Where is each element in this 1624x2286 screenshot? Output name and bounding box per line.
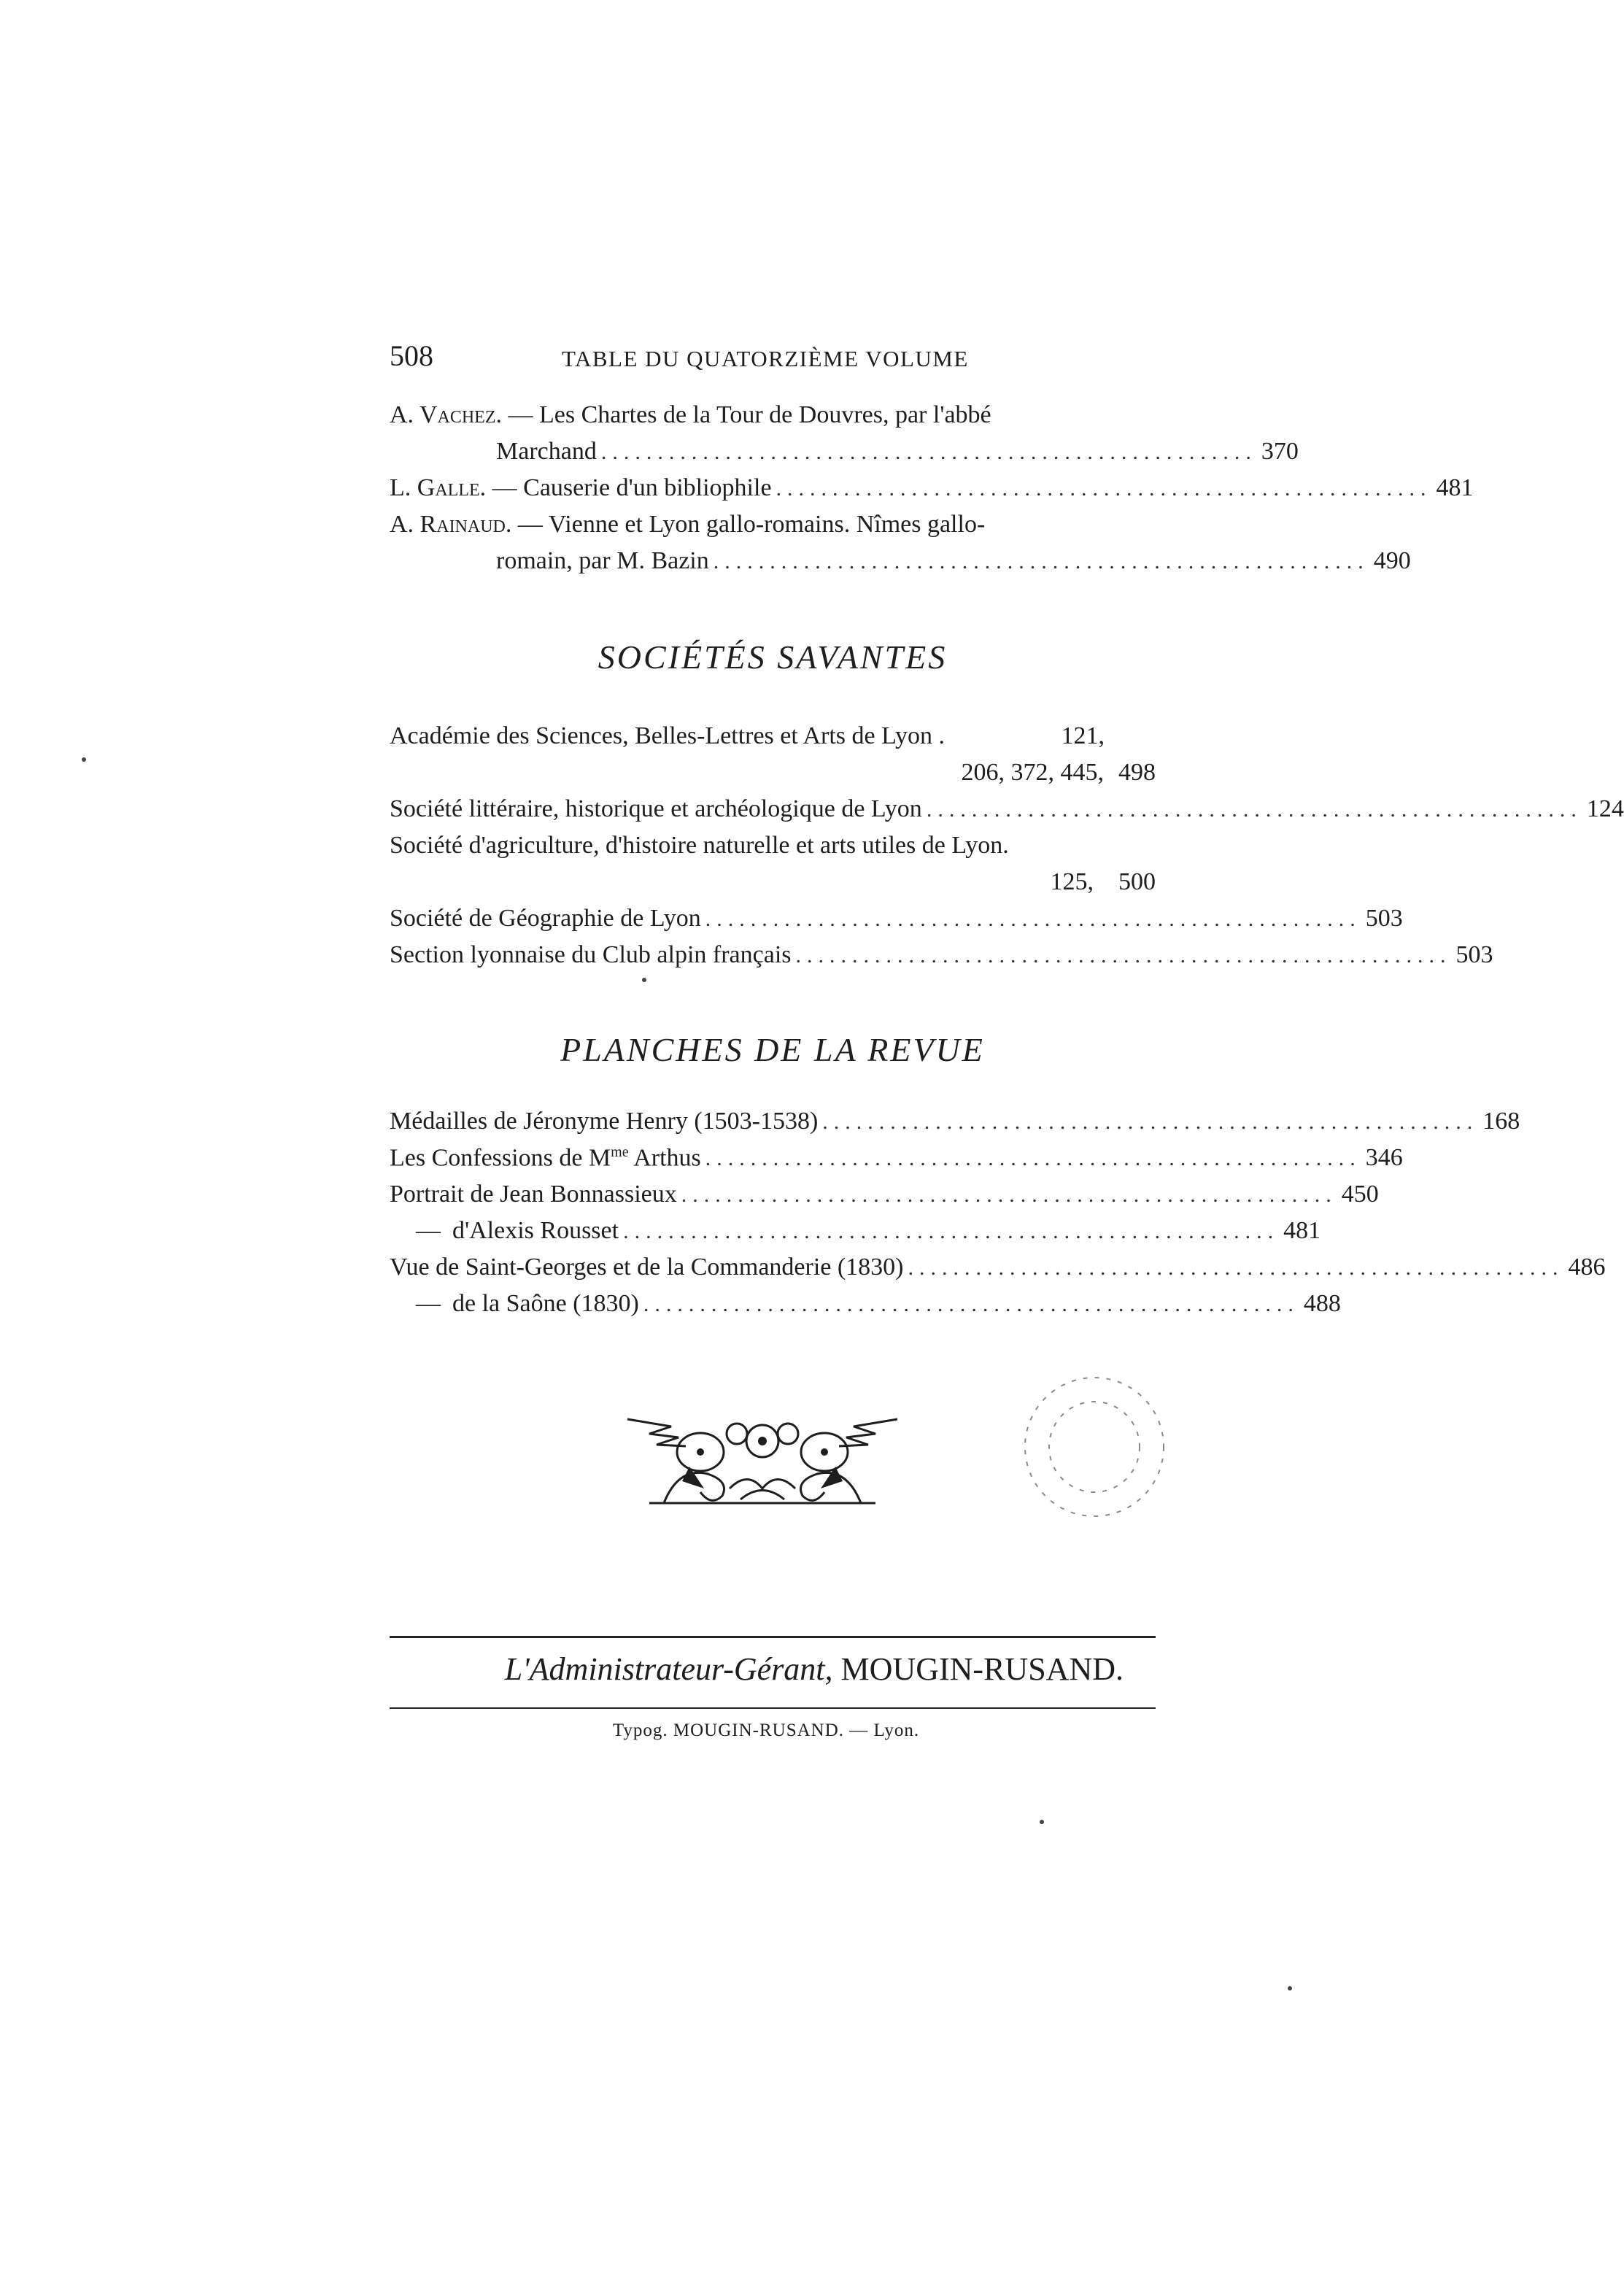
printer-imprint: Typog. MOUGIN-RUSAND. — Lyon.	[612, 1721, 920, 1740]
page-ref-agriculture-first: 125,	[1050, 868, 1094, 895]
dot-leader: ..........................................................	[600, 440, 1257, 464]
dot-leader: ..........................................................	[681, 1183, 1337, 1207]
page-ref-academie-more: 206, 372, 445,	[961, 759, 1104, 786]
entry-medailles: Médailles de Jéronyme Henry (1503-1538)	[390, 1108, 819, 1135]
signature-name: MOUGIN-RUSAND.	[840, 1651, 1124, 1687]
entry-academie: Académie des Sciences, Belles-Lettres et Arts de Lyon .	[390, 722, 945, 749]
scan-speck	[1040, 1820, 1044, 1824]
header-title: TABLE DU QUATORZIÈME VOLUME	[562, 346, 969, 371]
entry-title-galle: — Causerie d'un bibliophile	[492, 474, 772, 501]
toc-entry-confessions	[390, 1144, 1403, 1181]
toc-entry-academie-pages	[390, 759, 1156, 795]
page-ref-saint-georges: 486	[1568, 1254, 1606, 1281]
entry-societe-agriculture: Société d'agriculture, d'histoire naturelle et arts utiles de Lyon.	[390, 832, 1009, 859]
toc-entry-societe-agriculture-pages	[390, 868, 1156, 905]
section-heading-planches: PLANCHES DE LA REVUE	[560, 1031, 985, 1068]
page-ref-vachez: 370	[1261, 438, 1299, 465]
toc-entry-galle	[390, 474, 1474, 511]
toc-entry-saint-georges	[390, 1254, 1606, 1290]
toc-entry-medailles	[390, 1108, 1520, 1144]
page-number: 508	[390, 339, 433, 372]
dot-leader: ..........................................................	[643, 1292, 1299, 1316]
author-rainaud: A. Rainaud.	[390, 511, 512, 538]
library-stamp-icon	[1007, 1363, 1182, 1531]
dot-leader: ..........................................................	[705, 907, 1361, 931]
entry-continuation-vachez: Marchand	[496, 438, 597, 465]
dot-leader: ..........................................................	[822, 1110, 1479, 1134]
ditto-dash: —	[416, 1290, 441, 1317]
dot-leader: ..........................................................	[623, 1219, 1280, 1243]
entry-saint-georges: Vue de Saint-Georges et de la Commanderie (1830)	[390, 1254, 904, 1281]
entry-bonnassieux: Portrait de Jean Bonnassieux	[390, 1181, 677, 1208]
toc-entry-club-alpin	[390, 941, 1493, 978]
entry-confessions-start: Les Confessions de M	[390, 1144, 611, 1172]
entry-saone: de la Saône (1830)	[452, 1290, 639, 1317]
page-ref-academie-last: 498	[1118, 759, 1156, 786]
dot-leader: ..........................................................	[776, 476, 1432, 501]
toc-entry-societe-agriculture	[390, 832, 1156, 868]
author-vachez: A. Vachez.	[390, 401, 502, 428]
toc-entry-geographie	[390, 905, 1403, 941]
signature-role: L'Administrateur-Gérant,	[504, 1651, 833, 1687]
footer-rule-top	[390, 1636, 1156, 1638]
page-ref-club-alpin: 503	[1455, 941, 1493, 968]
toc-entry-societe-litteraire	[390, 795, 1624, 832]
entry-continuation-rainaud: romain, par M. Bazin	[496, 547, 709, 574]
dot-leader: ..........................................................	[713, 549, 1369, 574]
dot-leader: ..........................................................	[908, 1256, 1564, 1280]
toc-entry-bonnassieux	[390, 1181, 1379, 1217]
entry-confessions-superscript: me	[611, 1144, 629, 1160]
page-ref-rainaud: 490	[1373, 547, 1411, 574]
page-ref-societe-litteraire: 124	[1586, 795, 1624, 822]
running-header	[390, 339, 1156, 382]
toc-entry-vachez-continued	[496, 438, 1299, 474]
page-ref-geographie: 503	[1365, 905, 1403, 932]
page-ref-bonnassieux: 450	[1341, 1181, 1379, 1208]
tailpiece-ornament-icon	[620, 1401, 905, 1510]
toc-entry-saone	[416, 1290, 1341, 1327]
toc-entry-academie	[390, 722, 1156, 759]
dot-leader: ..........................................................	[795, 943, 1452, 968]
entry-title-rainaud: — Vienne et Lyon gallo-romains. Nîmes gallo-	[517, 511, 986, 538]
toc-entry-vachez	[390, 401, 1156, 438]
entry-geographie: Société de Géographie de Lyon	[390, 905, 701, 932]
page-ref-galle: 481	[1436, 474, 1474, 501]
toc-entry-rainaud-continued	[496, 547, 1411, 584]
entry-societe-litteraire: Société littéraire, historique et archéologique de Lyon	[390, 795, 922, 822]
dot-leader: ..........................................................	[926, 798, 1582, 822]
scan-speck	[1288, 1986, 1292, 1990]
entry-title-vachez: — Les Chartes de la Tour de Douvres, par l'abbé	[508, 401, 991, 428]
page-ref-medailles: 168	[1482, 1108, 1520, 1135]
page-ref-academie-first: 121,	[1061, 722, 1105, 749]
page-ref-saone: 488	[1303, 1290, 1341, 1317]
entry-club-alpin: Section lyonnaise du Club alpin français	[390, 941, 792, 968]
entry-confessions-end: Arthus	[628, 1144, 701, 1172]
signature-line	[467, 1650, 1124, 1688]
scan-speck	[642, 978, 646, 982]
ditto-dash: —	[416, 1217, 441, 1244]
page-ref-confessions: 346	[1365, 1144, 1403, 1172]
entry-rousset: d'Alexis Rousset	[452, 1217, 619, 1244]
toc-entry-rousset	[416, 1217, 1321, 1254]
scan-speck	[82, 757, 86, 762]
page-ref-rousset: 481	[1283, 1217, 1321, 1244]
author-galle: L. Galle.	[390, 474, 487, 501]
section-heading-societes: SOCIÉTÉS SAVANTES	[598, 638, 948, 676]
page-ref-agriculture-last: 500	[1118, 868, 1156, 895]
footer-rule-bottom	[390, 1707, 1156, 1709]
dot-leader: ..........................................................	[705, 1146, 1361, 1171]
toc-entry-rainaud	[390, 511, 1156, 547]
